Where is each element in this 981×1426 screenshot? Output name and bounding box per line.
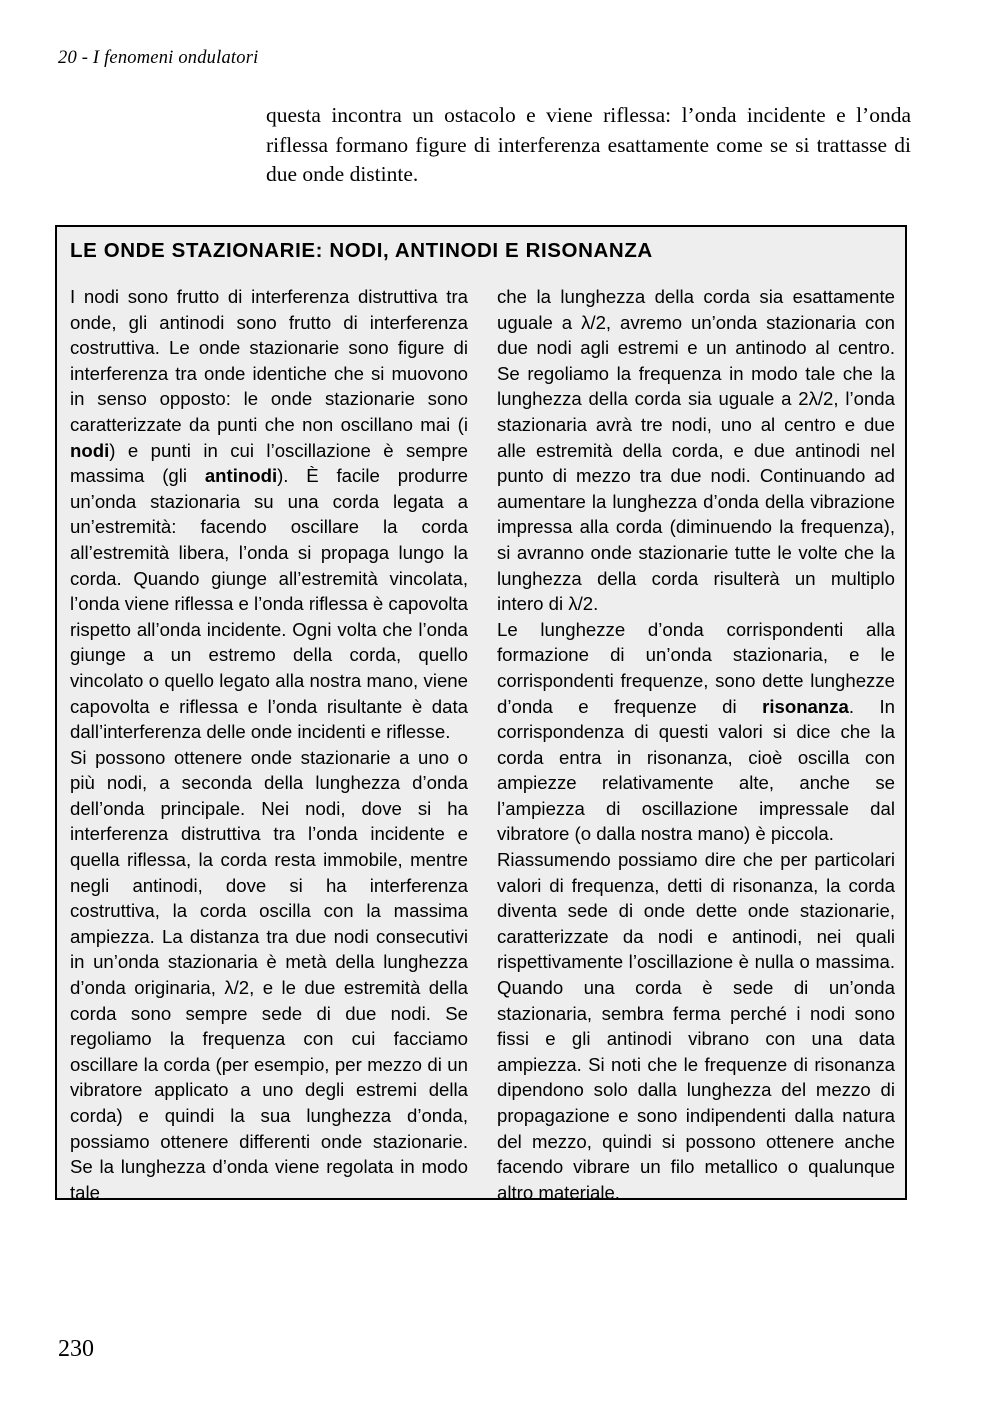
left-paragraph-2: Si possono ottenere onde stazionarie a uno o più nodi, a seconda della lunghezza d’onda dell’onda principale. Nei nodi, dove si ha interferenza distruttiva tra l’onda incidente e quella riflessa, la corda resta immobile, mentre negli antinodi, dove si ha interferenza costruttiva, la corda oscilla con la massima ampiezza. La distanza tra due nodi consecutivi in un’onda stazionaria è metà della lunghezza d’onda originaria, λ/2, e le due estremità della corda sono sempre sede di due nodi. Se regoliamo la frequenza con cui facciamo oscillare la corda (per esempio, per mezzo di un vibratore applicato a uno degli estremi della corda) e quindi la sua lunghezza d’onda, possiamo ottenere differenti onde stazionarie. Se la lunghezza d’onda viene regolata in modo tale	[70, 746, 468, 1203]
left-p1-c: ). È facile produrre un’onda stazionaria su una corda legata a un’estremità: facendo oscillare la corda all’estremità libera, l’onda si propaga lungo la corda. Quando giunge all’estremità vincolata, l’onda viene riflessa e l’onda riflessa è capovolta rispetto all’onda incidente. Ogni volta che l’onda giunge a un estremo della corda, quello vincolato o quello legato alla nostra mano, viene capovolta e riflessa e l’onda risultante è data dall’interferenza delle onde incidenti e riflesse.	[70, 465, 468, 743]
right-paragraph-1: che la lunghezza della corda sia esattamente uguale a λ/2, avremo un’onda stazionaria con due nodi agli estremi e un antinodo al centro. Se regoliamo la frequenza in modo tale che la lunghezza della corda sia uguale a 2λ/2, l’onda stazionaria avrà tre nodi, uno al centro e due alle estremità della corda, e due antinodi nel punto di mezzo tra due nodi. Continuando ad aumentare la lunghezza d’onda della vibrazione impressa alla corda (diminuendo la frequenza), si avranno onde stazionarie tutte le volte che la lunghezza della corda risulterà un multiplo intero di λ/2.	[497, 286, 895, 615]
left-p1-bold-nodi: nodi	[70, 439, 110, 461]
intro-paragraph: questa incontra un ostacolo e viene riflessa: l’onda incidente e l’onda riflessa formano figure di interferenza esattamente come se si trattasse di due onde distinte.	[266, 103, 911, 186]
left-p1-a: I nodi sono frutto di interferenza distruttiva tra onde, gli antinodi sono frutto di interferenza costruttiva. Le onde stazionarie sono figure di interferenza tra onde identiche che si muovono in senso opposto: le onde stazionarie sono caratterizzate da punti che non oscillano mai (i	[70, 286, 468, 435]
box-right-column	[497, 284, 895, 1205]
box-columns	[70, 284, 896, 1205]
right-paragraph-2	[497, 617, 895, 847]
highlight-box	[55, 225, 907, 1203]
left-p1-b: ) e punti in cui l’oscillazione è sempre massima (gli	[70, 439, 468, 487]
right-paragraph-3: Riassumendo possiamo dire che per particolari valori di frequenza, detti di risonanza, la corda diventa sede di onde dette onde stazionarie, caratterizzate da nodi e antinodi, nei quali rispettivamente l’oscillazione è nulla o massima. Quando una corda è sede di un’onda stazionaria, sembra ferma perché i nodi sono fissi e gli antinodi vibrano con una data ampiezza. Si noti che le frequenze di risonanza dipendono solo dalla lunghezza del mezzo di propagazione e sono indipendenti dalla natura del mezzo, quindi si possono ottenere anche facendo vibrare un filo metallico o qualunque altro materiale.	[497, 849, 895, 1203]
left-paragraph-1	[70, 284, 468, 745]
right-p2-bold-risonanza: risonanza	[762, 695, 849, 717]
right-p2-a: Le lunghezze d’onda corrispondenti alla formazione di un’onda stazionaria, e le corrispondenti frequenze, sono dette lunghezze d’onda e frequenze di	[497, 618, 895, 717]
right-p2-b: . In corrispondenza di questi valori si dice che la corda entra in risonanza, cioè oscilla con ampiezze relativamente alte, anche se l’ampiezza di oscillazione impressale dal vibratore (o dalla nostra mano) è piccola.	[497, 695, 895, 845]
running-head: 20 - I fenomeni ondulatori	[58, 48, 259, 68]
box-left-column	[70, 284, 468, 1205]
left-p1-bold-antinodi: antinodi	[204, 465, 278, 487]
page-number: 230	[58, 1336, 94, 1362]
box-title: LE ONDE STAZIONARIE: NODI, ANTINODI E RISONANZA	[70, 239, 653, 262]
